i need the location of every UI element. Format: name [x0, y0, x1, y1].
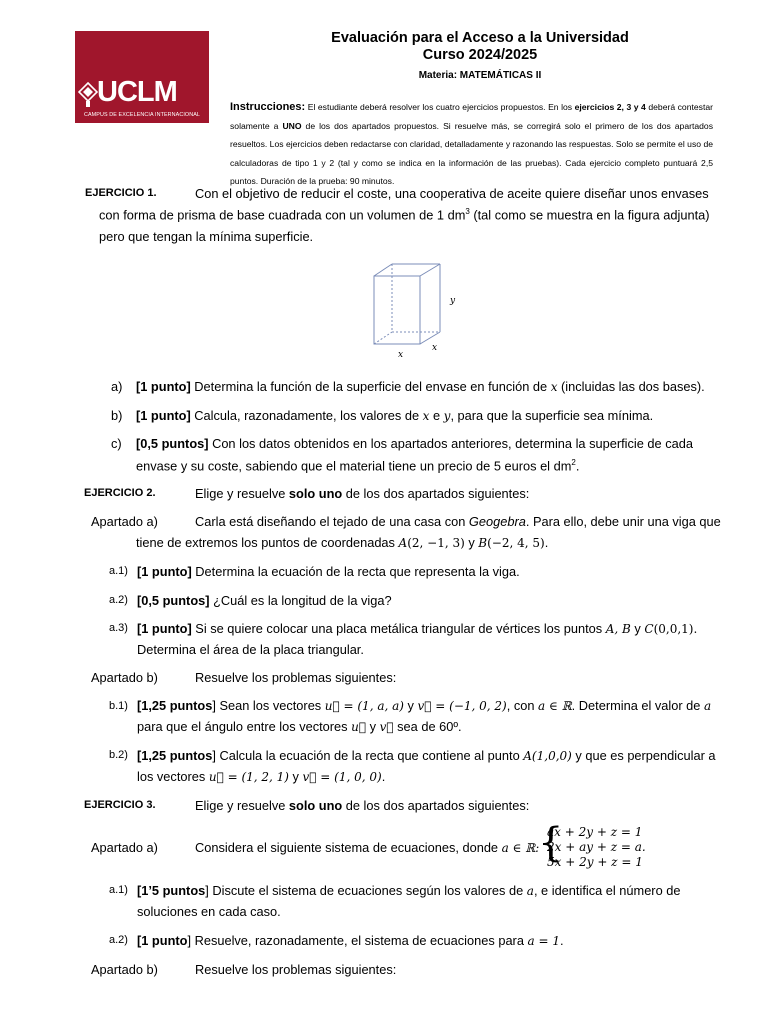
text: tiene de extremos los puntos de coordenadas: [136, 535, 399, 550]
text: de los dos apartados siguientes:: [342, 798, 530, 813]
exam-subject: Materia: MATEMÁTICAS II: [418, 70, 542, 81]
ej3-intro: [195, 798, 529, 813]
ej1-line1: Con el objetivo de reducir el coste, una cooperativa de aceite quiere diseñar unos envases: [195, 186, 709, 201]
text: ] Calcula la ecuación de la recta que contiene al punto: [212, 748, 524, 763]
exam-title: Evaluación para el Acceso a la Universidad: [331, 30, 629, 46]
text: .: [575, 458, 580, 474]
text: Determina la ecuación de la recta que representa la viga.: [191, 564, 520, 579]
text: . Determina el valor de: [571, 698, 704, 713]
ej1-c-mark: c): [111, 436, 122, 451]
ej3-a2-mark: a.2): [109, 934, 128, 946]
fig-label-y: y: [450, 296, 456, 306]
ej3-a1-mark: a.1): [109, 884, 128, 896]
ej1-line2-text: con forma de prisma de base cuadrada con un volumen de 1 dm: [99, 207, 466, 223]
ej2-a2-mark: a.2): [109, 594, 128, 606]
text: .: [381, 769, 386, 784]
instructions-bold: UNO: [282, 120, 302, 131]
text: ] Sean los vectores: [212, 698, 325, 713]
system-eq2: 2x + ay + z = a.: [547, 840, 646, 854]
text: y: [366, 719, 380, 734]
math: (−2, 4, 5): [487, 536, 545, 550]
points: [0,5 puntos]: [137, 593, 210, 608]
text: ] Resuelve, razonadamente, el sistema de ecuaciones para: [187, 933, 528, 948]
math: (0,0,1).: [653, 622, 698, 636]
ej2-b1-mark: b.1): [109, 700, 128, 712]
ej2-a1-mark: a.1): [109, 565, 128, 577]
text: Considera el siguiente sistema de ecuaciones, donde: [195, 840, 502, 855]
text: Elige y resuelve: [195, 486, 289, 501]
points: [1 punto: [137, 933, 188, 948]
text: y: [464, 535, 479, 550]
ej2-apA-line2: [136, 535, 548, 550]
ej1-a: [136, 379, 705, 394]
ej3-apB-intro: Resuelve los problemas siguientes:: [195, 962, 397, 977]
text: y que es perpendicular a: [571, 748, 716, 763]
points: [0,5 puntos]: [136, 436, 209, 451]
points: [1,25 puntos: [137, 698, 213, 713]
text: .: [544, 535, 549, 550]
math: v⃗: [379, 720, 394, 734]
text: para que el ángulo entre los vectores: [137, 719, 352, 734]
text: envase y su coste, sabiendo que el material tiene un precio de 5 euros el dm: [136, 458, 572, 474]
math: C: [644, 622, 654, 636]
ej2-b2-line1: [137, 748, 716, 763]
math: (2, −1, 3): [407, 536, 465, 550]
text: Elige y resuelve: [195, 798, 289, 813]
text: Si se quiere colocar una placa metálica triangular de vértices los puntos: [191, 621, 606, 636]
math: u⃗ = (1, 2, 1): [208, 770, 289, 784]
text: Carla está diseñando el tejado de una casa con: [195, 514, 469, 529]
bold: solo uno: [288, 486, 343, 501]
ej2-intro: [195, 486, 529, 501]
ej2-a1: [137, 564, 520, 579]
ej2-b1-line2: [137, 719, 462, 734]
ej2-apB-intro: Resuelve los problemas siguientes:: [195, 670, 397, 685]
instructions: [230, 98, 713, 191]
sup: 2: [571, 458, 576, 467]
math: a: [703, 699, 712, 713]
logo-tagline: CAMPUS DE EXCELENCIA INTERNACIONAL: [83, 112, 201, 118]
ej2-a3-line2: Determina el área de la placa triangular.: [137, 642, 364, 657]
instructions-bold: ejercicios 2, 3 y 4: [574, 102, 646, 112]
text: , con: [506, 698, 539, 713]
math: B: [478, 536, 488, 550]
ej2-a3-line1: [137, 621, 697, 636]
math: v⃗ = (1, 0, 0): [302, 770, 382, 784]
text: (incluidas las dos bases).: [557, 379, 705, 394]
ej1-label: EJERCICIO 1.: [85, 187, 157, 199]
text: sea de 60º.: [393, 719, 462, 734]
ej3-a2: [137, 933, 564, 948]
ej1-sup: 3: [465, 207, 470, 216]
fig-label-x: x: [398, 350, 404, 360]
text: de los dos apartados siguientes:: [342, 486, 530, 501]
text: los vectores: [137, 769, 209, 784]
system-eq3: 5x + 2y + z = 1: [547, 855, 643, 869]
ej1-c-line2: [136, 458, 579, 473]
ej1-b: [136, 408, 653, 423]
text: Calcula, razonadamente, los valores de: [190, 408, 423, 423]
system-brace: {: [538, 820, 564, 866]
math: a ∈ ℝ:: [501, 841, 540, 855]
math: a ∈ ℝ: [538, 699, 572, 713]
ej2-a2: [137, 593, 392, 608]
text: Determina la función de la superficie del envase en función de: [190, 379, 551, 394]
math: a = 1: [527, 934, 560, 948]
points: [1 punto]: [137, 621, 192, 636]
fig-label-x-depth: x: [432, 343, 438, 353]
system-eq1: ax + 2y + z = 1: [547, 825, 643, 839]
math: v⃗ = (−1, 0, 2): [417, 699, 507, 713]
text: . Para ello, debe unir una viga que: [525, 514, 721, 529]
points: [1,25 puntos: [137, 748, 213, 763]
ej1-line2-text: (tal como se muestra en la figura adjunta): [469, 207, 710, 223]
prism-figure: [368, 260, 468, 360]
uclm-logo: [75, 31, 209, 123]
text: e: [429, 408, 444, 423]
ej3-label: EJERCICIO 3.: [84, 799, 156, 811]
exam-year: Curso 2024/2025: [422, 47, 538, 63]
ej1-line2: [99, 207, 710, 222]
ej1-line3: pero que tengan la mínima superficie.: [99, 229, 314, 244]
ej2-apartado-a: Apartado a): [91, 514, 158, 529]
uclm-emblem-icon: [78, 82, 98, 108]
ej2-b2-line2: [137, 769, 385, 784]
ej1-b-mark: b): [111, 408, 123, 423]
text: y: [288, 769, 303, 784]
points: [1 punto]: [136, 408, 191, 423]
logo-name: UCLM: [97, 76, 177, 108]
ej1-a-mark: a): [111, 379, 123, 394]
text: Con los datos obtenidos en los apartados anteriores, determina la superficie de cada: [208, 436, 693, 451]
math: a: [526, 884, 534, 898]
ej2-label: EJERCICIO 2.: [84, 487, 156, 499]
text: y: [403, 698, 418, 713]
math: u⃗: [351, 720, 367, 734]
text: y: [630, 621, 645, 636]
ej2-a3-mark: a.3): [109, 622, 128, 634]
math: A, B: [605, 622, 631, 636]
ej2-b1-line1: [137, 698, 711, 713]
ej3-a1-line1: [137, 883, 680, 898]
instructions-text: de los dos apartados propuestos. Si resuelve más, se corregirá solo el primero de los dos apartados resueltos. Los ejercicios deben redactarse con claridad, detalladamente y razonando las respuestas. Solo se permite el uso de calculadoras de tipo 1 y 2 (tal y como se indica en la información de las pruebas). Cada ejercicio completo puntuará 2,5 puntos. Duración de la prueba: 90 minutos.: [230, 120, 713, 187]
text: .: [559, 933, 564, 948]
text: ¿Cuál es la longitud de la viga?: [209, 593, 392, 608]
ej3-apartado-b: Apartado b): [91, 962, 158, 977]
ej1-c-line1: [136, 436, 693, 451]
instructions-text: El estudiante deberá resolver los cuatro ejercicios propuestos. En los: [305, 102, 575, 112]
math: y: [443, 409, 451, 423]
ej3-apA-intro: [195, 840, 539, 855]
ej3-a1-line2: soluciones en cada caso.: [137, 904, 281, 919]
points: [1 punto]: [136, 379, 191, 394]
math: A: [398, 536, 408, 550]
points: [1’5 puntos: [137, 883, 206, 898]
text: ] Discute el sistema de ecuaciones según los valores de: [205, 883, 527, 898]
instructions-label: Instrucciones:: [230, 101, 306, 113]
text: , e identifica el número de: [533, 883, 681, 898]
italic: Geogebra: [468, 514, 526, 529]
ej2-apA-line1: [195, 514, 721, 529]
text: , para que la superficie sea mínima.: [450, 408, 654, 423]
points: [1 punto]: [137, 564, 192, 579]
instructions-text: deberá contestar solamente a: [230, 102, 713, 131]
math: u⃗ = (1, a, a): [324, 699, 404, 713]
math: x: [422, 409, 430, 423]
math: x: [550, 380, 558, 394]
math: A(1,0,0): [523, 749, 572, 763]
ej3-apartado-a: Apartado a): [91, 840, 158, 855]
ej2-apartado-b: Apartado b): [91, 670, 158, 685]
ej2-b2-mark: b.2): [109, 749, 128, 761]
bold: solo uno: [288, 798, 343, 813]
